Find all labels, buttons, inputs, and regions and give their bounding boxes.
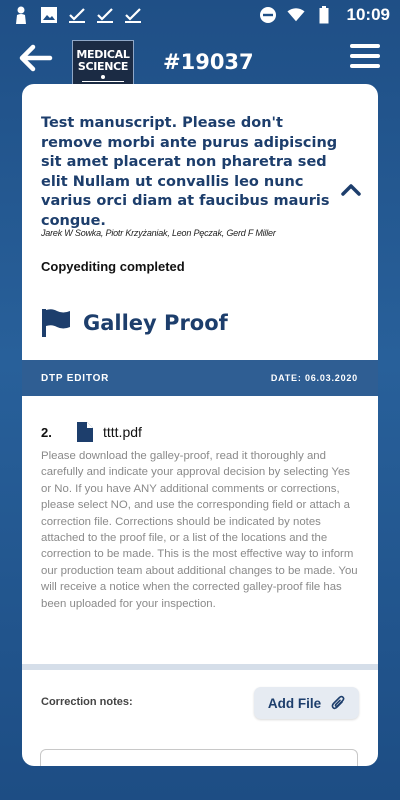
authors: Jarek W Sowka, Piotr Krzyżaniak, Leon Pęczak, Gerd F Miller	[41, 228, 276, 238]
collapse-button[interactable]	[340, 182, 362, 198]
check-icon	[68, 6, 86, 24]
image-icon	[40, 6, 58, 24]
file-icon	[77, 422, 93, 442]
manuscript-card	[22, 84, 378, 766]
menu-bar	[350, 54, 380, 58]
flag-icon	[41, 308, 71, 338]
galley-proof-header	[41, 308, 228, 338]
check-icon	[96, 6, 114, 24]
title-row	[41, 114, 341, 231]
dtp-date: DATE: 06.03.2020	[270, 373, 358, 383]
logo-line-1: MEDICAL	[76, 48, 130, 61]
hamburger-menu-button[interactable]	[350, 44, 380, 70]
menu-bar	[350, 64, 380, 68]
dtp-label: DTP EDITOR	[41, 372, 110, 384]
logo-line-2: SCIENCE	[77, 60, 129, 73]
battery-icon	[315, 6, 333, 24]
manuscript-number: #19037	[163, 50, 254, 74]
add-file-label: Add File	[267, 695, 322, 711]
section-title: Galley Proof	[83, 311, 228, 335]
file-number: 2.	[41, 424, 52, 440]
file-link[interactable]: tttt.pdf	[103, 424, 142, 440]
add-file-button[interactable]	[254, 687, 359, 719]
chevron-up-icon	[340, 182, 362, 198]
manuscript-status: Copyediting completed	[41, 259, 185, 274]
status-left	[12, 6, 142, 24]
person-icon	[12, 6, 30, 24]
status-right	[259, 5, 390, 25]
status-time: 10:09	[346, 5, 390, 24]
check-icon	[124, 6, 142, 24]
do-not-disturb-icon	[259, 6, 277, 24]
correction-notes-input[interactable]	[40, 749, 358, 766]
menu-bar	[350, 44, 380, 48]
arrow-left-icon	[18, 42, 54, 74]
file-row	[41, 422, 142, 442]
paperclip-icon	[331, 695, 345, 711]
correction-notes-label: Correction notes:	[41, 696, 133, 708]
status-bar	[0, 0, 400, 30]
back-button[interactable]	[18, 42, 54, 74]
wifi-icon	[287, 6, 305, 24]
instructions-text: Please download the galley-proof, read it thoroughly and carefully and indicate your approval decision by selecting Yes or No. If you have ANY additional comments or corrections, please select NO, and use the corresponding field or attach a correction file. Corrections should be indicated by notes attached to the proof file, or a list of the locations and the correction to be made. This is the most effective way to inform our production team about additional changes to be made. You will receive a notice when the corrected galley-proof file has been uploaded for your inspection.	[41, 450, 358, 610]
logo-dot	[101, 75, 105, 79]
manuscript-title: Test manuscript. Please don't remove morbi ante purus adipiscing sit amet placerat non pharetra sed elit Nullam ut convallis leo nunc varius orci diam at faucibus mauris congue.	[41, 115, 338, 229]
section-divider	[22, 664, 378, 670]
dtp-editor-bar	[22, 360, 378, 396]
